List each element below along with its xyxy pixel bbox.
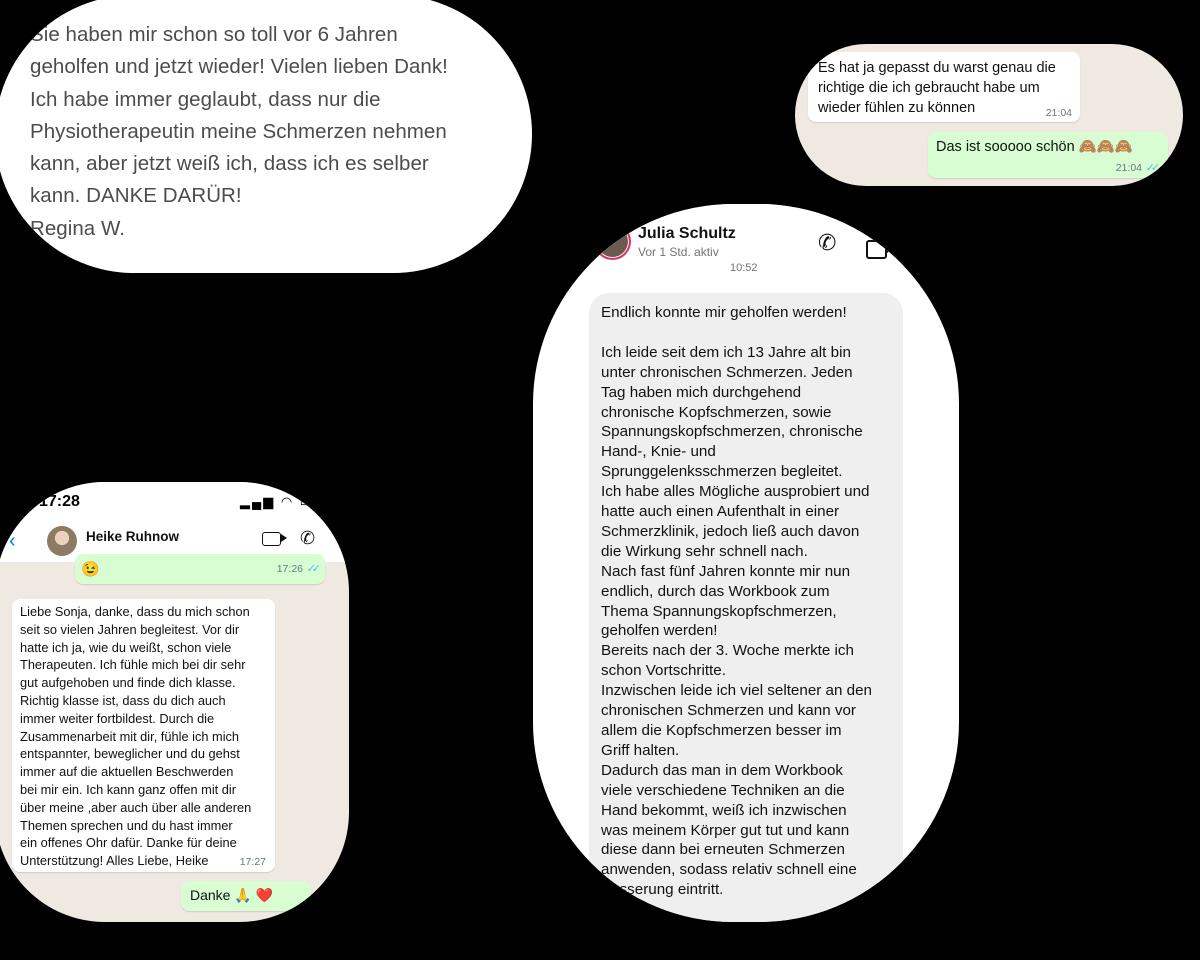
whatsapp-phone-card [0, 482, 349, 922]
message-line: Endlich konnte mir geholfen werden! [601, 304, 847, 321]
message-line: Ich habe alles Mögliche ausprobiert und [601, 483, 870, 501]
review-line: Ich habe immer geglaubt, dass nur die [30, 87, 381, 111]
message-line: chronischen Schmerzen und kann vor [601, 702, 856, 720]
message-line: seit so vielen Jahren begleitest. Vor dir [20, 621, 240, 637]
review-author: Regina W. [30, 216, 126, 240]
message-text: Es hat ja gepasst du warst genau die richtige die ich gebraucht habe um wieder fühlen zu können [818, 60, 1056, 116]
outgoing-message[interactable] [75, 554, 325, 584]
message-text [601, 303, 872, 900]
message-line: Schmerzklinik, jedoch ließ auch davon [601, 522, 860, 540]
signal-wifi-battery-icon: ▂▄▆ ◠ ▭ [240, 494, 315, 509]
message-line: Ich leide seit dem ich 13 Jahre alt bin [601, 343, 851, 361]
message-line: Hand bekommt, weiß ich inzwischen [601, 801, 847, 819]
message-line: Thema Spannungskopfschmerzen, [601, 602, 837, 620]
message-line: Bereits nach der 3. Woche merkte ich [601, 642, 854, 660]
message-line: Richtig klasse ist, dass du dich auch [20, 692, 226, 708]
review-line: Sie haben mir schon so toll vor 6 Jahren [30, 23, 398, 46]
phone-icon[interactable]: ✆ [818, 230, 837, 255]
message-line: Tag haben mich durchgehend [601, 383, 802, 401]
review-line: Physiotherapeutin meine Schmerzen nehmen [30, 119, 447, 143]
chat-area [0, 562, 349, 922]
read-receipt-icon: ✓✓ [1145, 162, 1156, 174]
incoming-message[interactable] [589, 293, 903, 922]
message-line: anwenden, sodass relativ schnell eine [601, 861, 857, 879]
message-time: 17:26 [276, 563, 303, 575]
message-line: geholfen werden! [601, 622, 718, 640]
status-bar [0, 482, 349, 524]
outgoing-message[interactable] [928, 132, 1168, 178]
message-line: diese dann bei erneuten Schmerzen [601, 841, 846, 859]
message-line: Spannungskopfschmerzen, chronische [601, 423, 863, 441]
message-line: Dadurch das man in dem Workbook [601, 761, 843, 779]
message-line: hatte ich ja, wie du weißt, schon viele [20, 639, 232, 655]
message-line: entspannter, beweglicher und du gehst [20, 746, 240, 762]
message-line: Sprunggelenksschmerzen begleitet. [601, 463, 843, 481]
message-line: chronische Kopfschmerzen, sowie [601, 403, 832, 421]
message-line: endlich, durch das Workbook zum [601, 582, 830, 600]
read-receipt-icon: ✓✓ [306, 563, 317, 575]
review-text [30, 19, 500, 245]
message-line: Griff halten. [601, 741, 680, 759]
message-line: hatte auch einen Aufenthalt in einer [601, 503, 840, 521]
status-clock: 17:28 [39, 493, 80, 510]
back-icon[interactable]: ‹ [559, 230, 567, 255]
instagram-dm-card [533, 204, 959, 922]
message-line: Besserung eintritt. [601, 881, 724, 899]
active-status: Vor 1 Std. aktiv [638, 245, 719, 259]
contact-name[interactable]: Heike Ruhnow [86, 529, 180, 544]
message-line: ein offenes Ohr dafür. Danke für deine [20, 835, 237, 851]
message-line: bei mir ein. Ich kann ganz offen mit dir [20, 781, 236, 797]
message-line: viele verschiedene Techniken an die [601, 781, 845, 799]
message-text: Danke 🙏 ❤️ [190, 887, 274, 903]
avatar[interactable] [47, 526, 77, 556]
message-line: schon Vortschritte. [601, 662, 726, 680]
message-line: allem die Kopfschmerzen besser im [601, 722, 842, 740]
message-line: was meinem Körper gut tut und kann [601, 821, 850, 839]
message-line: immer auf die aktuellen Beschwerden [20, 764, 234, 780]
video-call-icon[interactable] [866, 240, 887, 259]
contact-name[interactable]: Julia Schultz [638, 225, 736, 242]
message-line: Inzwischen leide ich viel seltener an den [601, 682, 873, 700]
phone-icon[interactable]: ✆ [300, 528, 316, 548]
message-line: gut aufgehoben und finde dich klasse. [20, 675, 236, 691]
message-time: 17:27 [239, 856, 266, 868]
paragraph-gap [601, 323, 872, 343]
review-card [0, 0, 532, 273]
message-line: unter chronischen Schmerzen. Jeden [601, 363, 853, 381]
video-call-icon[interactable] [262, 532, 281, 546]
message-line: immer weiter fortbildest. Durch die [20, 710, 215, 726]
message-time: 21:04 [1115, 162, 1142, 174]
incoming-message[interactable] [12, 599, 275, 872]
review-line: geholfen und jetzt wieder! Vielen lieben Dank! [30, 55, 448, 79]
outgoing-message[interactable] [181, 881, 311, 911]
message-line: Nach fast fünf Jahren konnte mir nun [601, 562, 851, 580]
message-line: Hand-, Knie- und [601, 443, 716, 461]
message-line: Themen sprechen und du hast immer [20, 817, 233, 833]
message-line: Therapeuten. Ich fühle mich bei dir sehr [20, 657, 246, 673]
message-line: über meine ,aber auch über alle anderen [20, 799, 252, 815]
message-text [20, 603, 272, 870]
message-line: Unterstützung! Alles Liebe, Heike [20, 853, 209, 869]
avatar[interactable] [594, 223, 631, 260]
message-line: Zusammenarbeit mit dir, fühle ich mich [20, 728, 240, 744]
back-icon[interactable]: ‹ [9, 530, 16, 552]
message-line: die Wirkung sehr schnell nach. [601, 542, 808, 560]
review-line: kann, aber jetzt weiß ich, dass ich es selber [30, 152, 429, 176]
message-line: Liebe Sonja, danke, dass du mich schon [20, 604, 250, 619]
message-timestamp: 10:52 [730, 262, 758, 274]
message-text: Das ist sooooo schön 🙈🙈🙈 [936, 139, 1133, 155]
review-line: kann. DANKE DARÜR! [30, 184, 242, 208]
message-emoji: 😉 [81, 561, 100, 578]
whatsapp-snippet-card [795, 44, 1183, 186]
dm-header [533, 204, 959, 266]
incoming-message[interactable] [808, 52, 1080, 122]
message-time: 21:04 [1045, 107, 1072, 119]
